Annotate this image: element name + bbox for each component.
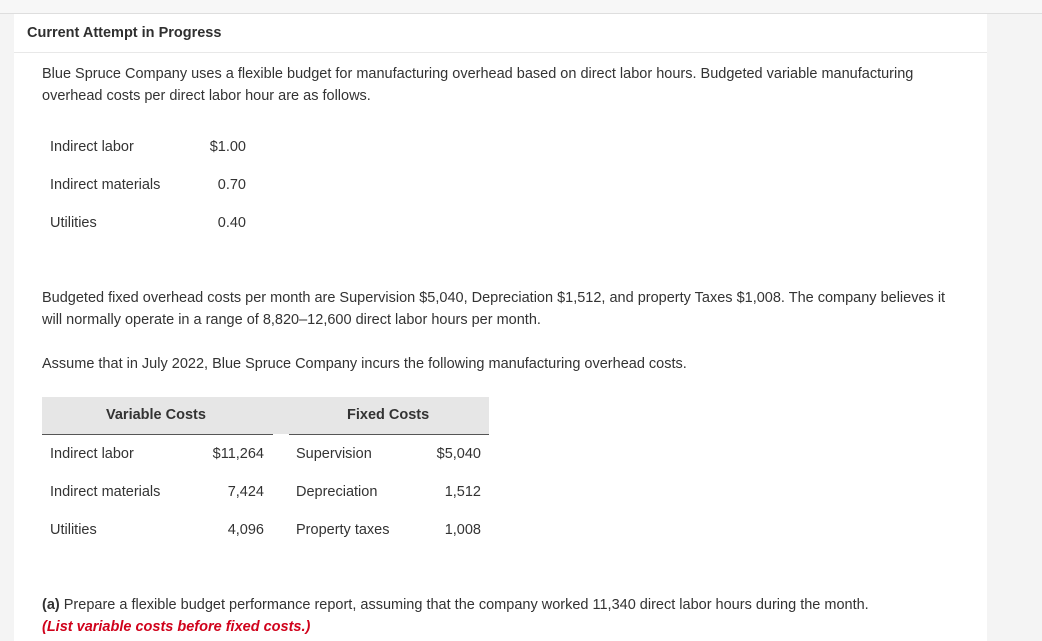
budget-item-label: Indirect labor [50,139,134,155]
fixed-cost-label: Depreciation [296,484,378,500]
variable-cost-label: Utilities [50,522,97,538]
fixed-costs-header: Fixed Costs [347,407,430,423]
variable-header-rule [42,434,273,435]
variable-cost-label: Indirect labor [50,446,134,462]
budget-item-value: 0.40 [217,215,246,231]
part-a-text: Prepare a flexible budget performance report, assuming that the company worked 11,340 direct labor hours during the month. [59,597,869,613]
budget-item-label: Indirect materials [50,177,161,193]
part-a-label: (a) [42,597,60,613]
fixed-header-rule [289,434,489,435]
fixed-cost-label: Supervision [296,446,372,462]
variable-cost-value: 7,424 [227,484,264,500]
question-card [14,14,987,641]
problem-intro: Blue Spruce Company uses a flexible budget for manufacturing overhead based on direct labor hours. Budgeted variable manufacturing overhead costs per direct labor hour are as follows. [42,66,914,104]
top-bar [0,0,1042,14]
variable-cost-value: $11,264 [212,446,264,462]
fixed-costs-text: Budgeted fixed overhead costs per month are Supervision $5,040, Depreciation $1,512, and property Taxes $1,008. The company believes it will normally operate in a range of 8,820–12,600 direct labor hours per month. [42,290,946,328]
attempt-status-title: Current Attempt in Progress [27,25,222,41]
assume-text: Assume that in July 2022, Blue Spruce Company incurs the following manufacturing overhead costs. [42,356,687,372]
variable-costs-header: Variable Costs [106,407,206,423]
fixed-cost-value: 1,008 [444,522,481,538]
part-a-note: (List variable costs before fixed costs.) [42,619,311,635]
fixed-cost-value: $5,040 [436,446,481,462]
budget-item-label: Utilities [50,215,97,231]
part-a-instructions [42,594,962,638]
title-divider [14,52,987,53]
fixed-cost-label: Property taxes [296,522,390,538]
variable-cost-label: Indirect materials [50,484,161,500]
budget-item-value: $1.00 [209,139,246,155]
budget-item-value: 0.70 [217,177,246,193]
variable-cost-value: 4,096 [227,522,264,538]
fixed-cost-value: 1,512 [444,484,481,500]
